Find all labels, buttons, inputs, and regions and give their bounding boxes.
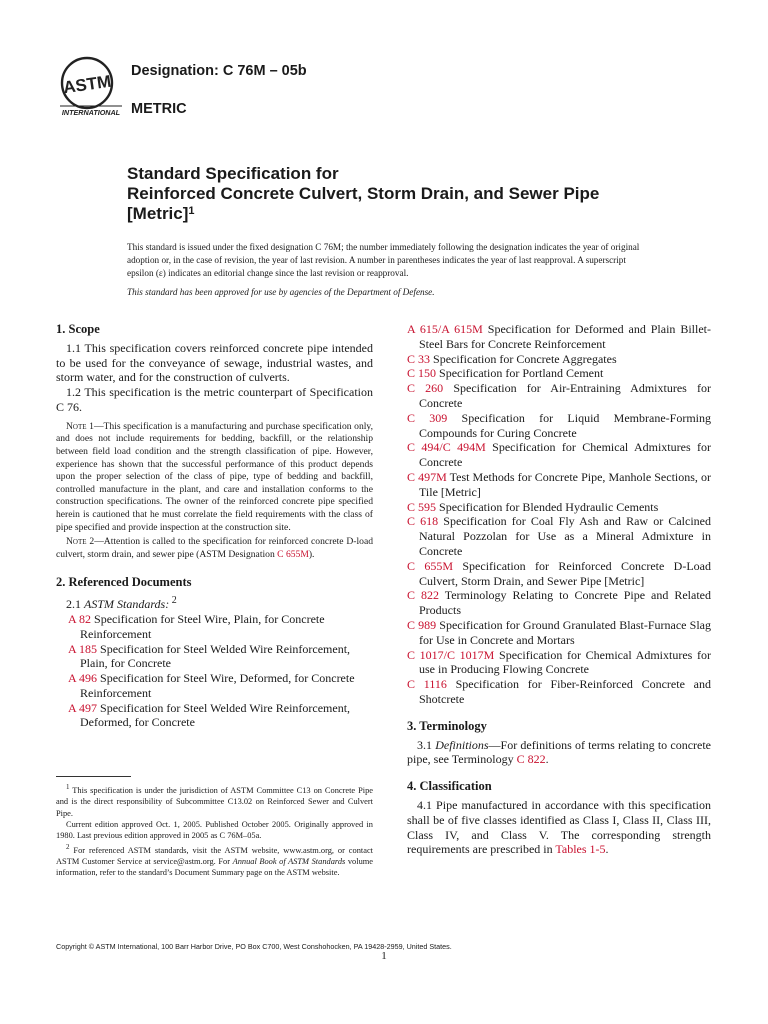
section-refdocs-heading: 2. Referenced Documents <box>56 575 192 590</box>
standard-link[interactable]: C 595 <box>407 499 437 514</box>
referenced-standard: A 497 Specification for Steel Welded Wire Reinforcement, Deformed, for Concrete <box>68 700 351 730</box>
referenced-standard: C 618 Specification for Coal Fly Ash and Raw or Calcined Natural Pozzolan for Use as a Mineral Admixture in Concrete <box>407 514 711 558</box>
footnote-2-ref[interactable]: 2 <box>169 595 177 607</box>
ref-list-left <box>56 612 373 730</box>
link-tables-1-5[interactable]: Tables 1-5 <box>555 842 606 857</box>
metric-label: METRIC <box>131 101 187 117</box>
footnote-divider <box>56 776 131 777</box>
section-scope-heading: 1. Scope <box>56 322 100 336</box>
astm-logo-icon <box>60 56 122 118</box>
standard-link[interactable]: A 615/A 615M <box>407 322 483 336</box>
standard-link[interactable]: C 1116 <box>407 677 447 692</box>
document-title <box>127 164 687 224</box>
title-footnote-ref[interactable]: 1 <box>188 205 195 217</box>
referenced-standard: C 494/C 494M Specification for Chemical Admixtures for Concrete <box>407 440 712 470</box>
referenced-standard: C 1017/C 1017M Specification for Chemical Admixtures for use in Producing Flowing Concrete <box>407 647 711 677</box>
referenced-standard: C 655M Specification for Reinforced Concrete D-Load Culvert, Storm Drain, and Sewer Pipe [Metric] <box>407 558 711 588</box>
copyright: Copyright © ASTM International, 100 Barr Harbor Drive, PO Box C700, West Conshohocken, PA 19428-2959, United States. <box>56 942 452 951</box>
link-c655m[interactable]: C 655M <box>277 548 309 560</box>
standard-link[interactable]: C 309 <box>407 410 448 425</box>
standard-link[interactable]: C 33 <box>407 351 431 366</box>
standard-link[interactable]: C 260 <box>407 381 444 396</box>
standard-link[interactable]: A 497 <box>68 700 98 715</box>
designation: Designation: C 76M – 05b <box>131 63 307 79</box>
standard-link[interactable]: A 185 <box>68 641 98 656</box>
ref-list-right <box>407 322 711 707</box>
title-line-2: Reinforced Concrete Culvert, Storm Drain, and Sewer Pipe <box>127 184 600 203</box>
standard-link[interactable]: C 989 <box>407 617 437 632</box>
standard-link[interactable]: A 82 <box>68 611 92 626</box>
intro-designation-text: This standard is issued under the fixed designation C 76M; the number immediately following the designation indicates the year of original adoption or, in the case of revision, the year of last revision. A number in parentheses indicates the year of last reapproval. A superscript epsilon (ε) indicates an editorial change since the last revision or reapproval. <box>127 242 640 278</box>
svg-text:INTERNATIONAL: INTERNATIONAL <box>61 108 121 117</box>
referenced-standard: A 185 Specification for Steel Welded Wire Reinforcement, Plain, for Concrete <box>68 641 351 671</box>
referenced-standard: C 595 Specification for Blended Hydraulic Cements <box>407 499 659 514</box>
standard-link[interactable]: C 822 <box>407 588 439 603</box>
section-terminology-heading: 3. Terminology <box>407 718 487 733</box>
scope-1-2: 1.2 This specification is the metric counterpart of Specification C 76. <box>56 385 373 414</box>
referenced-standard: A 496 Specification for Steel Wire, Deformed, for Concrete Reinforcement <box>68 671 355 700</box>
standard-link[interactable]: C 150 <box>407 366 437 381</box>
footnote-1-edition: Current edition approved Oct. 1, 2005. Published October 2005. Originally approved in 1980. Last previous edition approved in 2005 as C 76M–05a. <box>56 820 373 841</box>
referenced-standard: A 82 Specification for Steel Wire, Plain, for Concrete Reinforcement <box>68 611 325 641</box>
referenced-standard: C 33 Specification for Concrete Aggregates <box>407 351 617 366</box>
standard-link[interactable]: A 496 <box>68 671 98 686</box>
svg-text:ASTM: ASTM <box>62 71 113 98</box>
standard-link[interactable]: C 497M <box>407 469 447 484</box>
standard-link[interactable]: C 618 <box>407 514 439 529</box>
page-number: 1 <box>381 950 387 962</box>
footnote-1: $^1$ This specification is under the jurisdiction of ASTM Committee C13 on Concrete Pipe and is the direct responsibility of Subcommittee C13.02 on Reinforced Sewer and Culvert Pipe. <box>56 783 373 818</box>
link-c822[interactable]: C 822 <box>516 752 546 767</box>
referenced-standard: C 150 Specification for Portland Cement <box>407 366 604 381</box>
title-line-1: Standard Specification for <box>127 164 339 183</box>
referenced-standard: C 497M Test Methods for Concrete Pipe, Manhole Sections, or Tile [Metric] <box>407 469 711 499</box>
referenced-standard: C 1116 Specification for Fiber-Reinforced Concrete and Shotcrete <box>407 677 711 706</box>
note-1: Note 1—This specification is a manufacturing and purchase specification only, and does not include requirements for bedding, backfill, or the relationship between field load condition and the strength classification of pipe. However, experience has shown that the successful performance of this product depends upon the proper selection of the class of pipe, type of bedding and backfill, controlled manufacture in the plant, and care and installation conforms to the construction specifications. The owner of the reinforced concrete pipe specified herein is cautioned that he must correlate the field requirements with the class of pipe specified and provide inspection at the construction site. <box>56 420 373 533</box>
standard-link[interactable]: C 494/C 494M <box>407 440 486 455</box>
classification-4-1: 4.1 Pipe manufactured in accordance with this specification shall be of five classes identified as Class I, Class II, Class III, Class IV, and Class V. The corresponding strength requirements are prescribed in Tables 1-5. <box>407 797 711 857</box>
terminology-3-1: 3.1 Definitions—For definitions of terms relating to concrete pipe, see Terminology C 822. <box>407 737 711 767</box>
standard-link[interactable]: C 655M <box>407 558 454 573</box>
left-column <box>56 322 373 730</box>
right-column <box>407 322 711 857</box>
referenced-standard: C 989 Specification for Ground Granulated Blast-Furnace Slag for Use in Concrete and Mortars <box>407 617 711 647</box>
footnote-2: $^2$ For referenced ASTM standards, visit the ASTM website, www.astm.org, or contact ASTM Customer Service at service@astm.org. For Annual Book of ASTM Standards volume information, refer to the standard’s Document Summary page on the ASTM website. <box>56 842 373 878</box>
section-classification-heading: 4. Classification <box>407 779 492 794</box>
standard-link[interactable]: C 1017/C 1017M <box>407 647 495 662</box>
intro-dod-approval: This standard has been approved for use by agencies of the Department of Defense. <box>127 287 435 297</box>
scope-1-1: 1.1 This specification covers reinforced concrete pipe intended to be used for the conveyance of sewage, industrial wastes, and storm water, and for the construction of culverts. <box>56 340 373 385</box>
footnotes <box>56 782 373 879</box>
referenced-standard: C 822 Terminology Relating to Concrete Pipe and Related Products <box>407 588 711 618</box>
astm-standards-sub: 2.1 ASTM Standards: $^2$ <box>66 595 177 612</box>
referenced-standard: A 615/A 615M Specification for Deformed and Plain Billet-Steel Bars for Concrete Reinforcement <box>407 322 711 351</box>
title-line-3: [Metric]$^1$ <box>127 204 195 223</box>
referenced-standard: C 309 Specification for Liquid Membrane-Forming Compounds for Curing Concrete <box>407 410 711 440</box>
referenced-standard: C 260 Specification for Air-Entraining Admixtures for Concrete <box>407 381 711 410</box>
standard-intro <box>127 241 647 299</box>
note-2: Note 2—Attention is called to the specification for reinforced concrete D-load culvert, storm drain, and sewer pipe (ASTM Designation C 655M). <box>56 536 373 560</box>
